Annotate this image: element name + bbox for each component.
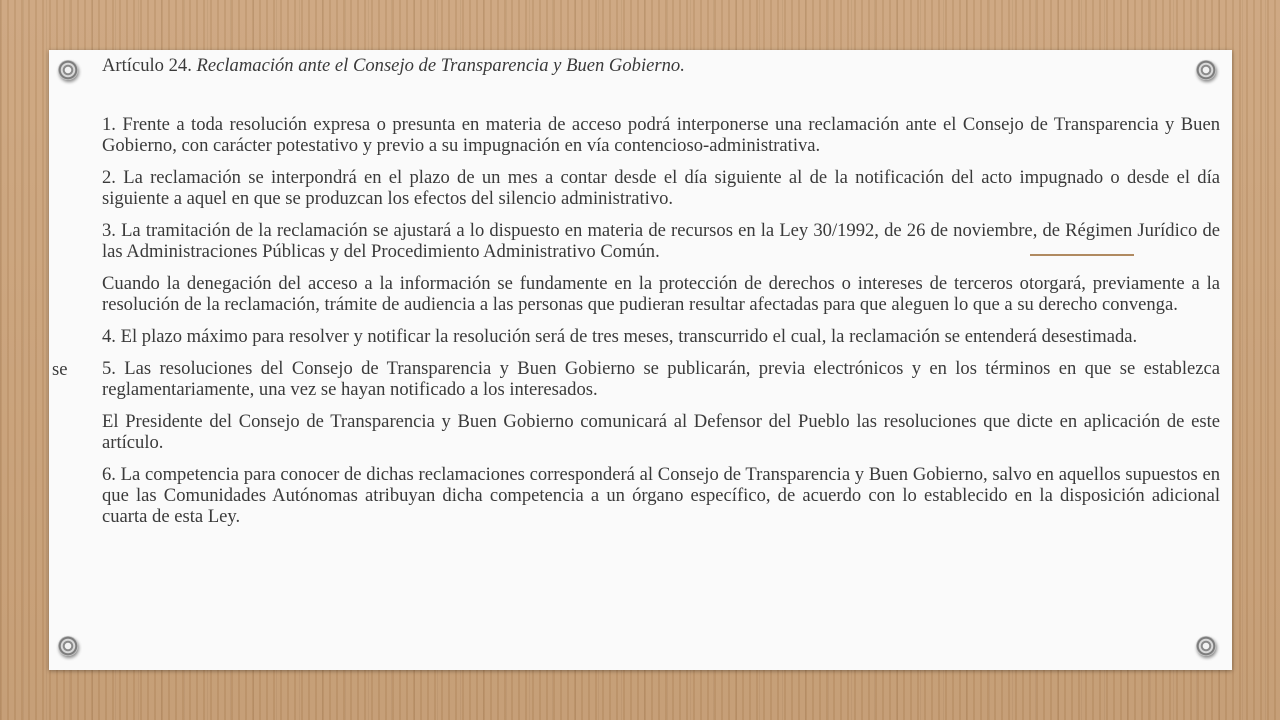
paragraph-5: 5. Las resoluciones del Consejo de Transparencia y Buen Gobierno se publicarán, previa electrónicos y en los términos en que se establezca reglamentariamente, una vez se hayan notificado a los interesados. [102,358,1220,400]
stray-word: se [52,359,68,380]
paragraph-1: 1. Frente a toda resolución expresa o presunta en materia de acceso podrá interponerse una reclamación ante el Consejo de Transparencia y Buen Gobierno, con carácter potestativo y previo a su impugnación en vía contencioso-administrativa. [102,114,1220,156]
article-text [102,55,1220,527]
article-title [102,55,1220,76]
article-heading: Reclamación ante el Consejo de Transparencia y Buen Gobierno. [196,55,685,76]
pushpin-top-left-icon [58,60,78,80]
paragraph-3: 3. La tramitación de la reclamación se ajustará a lo dispuesto en materia de recursos en la Ley 30/1992, de 26 de noviembre, de Régimen Jurídico de las Administraciones Públicas y del Procedimiento Administrativo Común. [102,220,1220,262]
paragraph-3-note: Cuando la denegación del acceso a la información se fundamente en la protección de derechos o intereses de terceros otorgará, previamente a la resolución de la reclamación, trámite de audiencia a las personas que pudieran resultar afectadas para que aleguen lo que a su derecho convenga. [102,273,1220,315]
article-number: Artículo 24. [102,55,192,76]
pushpin-bottom-right-icon [1196,636,1216,656]
underline-decoration [1030,254,1134,256]
paragraph-5-note: El Presidente del Consejo de Transparencia y Buen Gobierno comunicará al Defensor del Pueblo las resoluciones que dicte en aplicación de este artículo. [102,411,1220,453]
paragraph-6: 6. La competencia para conocer de dichas reclamaciones corresponderá al Consejo de Transparencia y Buen Gobierno, salvo en aquellos supuestos en que las Comunidades Autónomas atribuyan dicha competencia a un órgano específico, de acuerdo con lo establecido en la disposición adicional cuarta de esta Ley. [102,464,1220,527]
pushpin-bottom-left-icon [58,636,78,656]
paragraph-4: 4. El plazo máximo para resolver y notificar la resolución será de tres meses, transcurrido el cual, la reclamación se entenderá desestimada. [102,326,1138,347]
paragraph-2: 2. La reclamación se interpondrá en el plazo de un mes a contar desde el día siguiente al de la notificación del acto impugnado o desde el día siguiente a aquel en que se produzcan los efectos del silencio administrativo. [102,167,1220,209]
